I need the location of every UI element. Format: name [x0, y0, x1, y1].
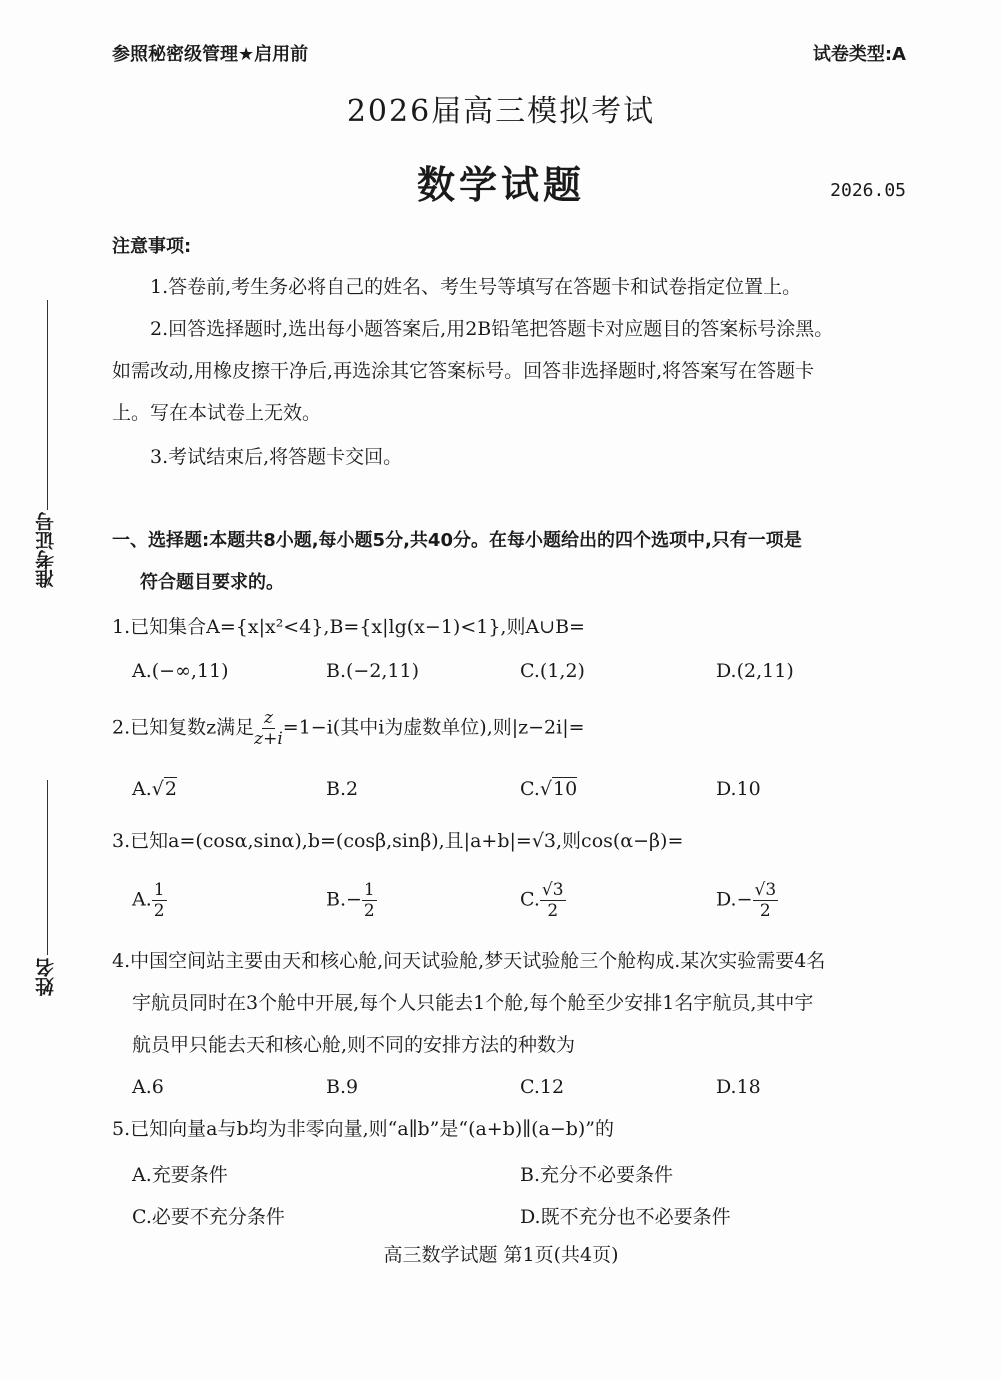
question-2-option-a: A.√2: [132, 778, 177, 800]
name-line: [47, 780, 48, 955]
question-4-line-2: 宇航员同时在3个舱中开展,每个人只能去1个舱,每个舱至少安排1名宇航员,其中宇: [132, 992, 814, 1014]
question-3-stem: 3.已知a=(cosα,sinα),b=(cosβ,sinβ),且|a+b|=√3,则cos(α−β)=: [112, 830, 684, 852]
question-2-stem-pre: 2.已知复数z满足: [112, 716, 255, 739]
question-4-option-a: A.6: [132, 1076, 164, 1098]
question-3-option-a: A. $\frac{1}{2}$: [132, 880, 165, 921]
question-2-frac-den: z+i: [254, 729, 283, 749]
ticket-number-line: [47, 300, 48, 510]
question-2-option-d: D.10: [716, 778, 761, 800]
question-5-option-c: C.必要不充分条件: [132, 1206, 285, 1228]
question-4-line-1: 4.中国空间站主要由天和核心舱,问天试验舱,梦天试验舱三个舱构成.某次实验需要4名: [112, 950, 826, 972]
question-3-option-d: D.− $\frac{√3}{2}$: [716, 880, 777, 921]
question-2-stem: [112, 708, 585, 749]
question-5-option-d: D.既不充分也不必要条件: [520, 1206, 731, 1228]
question-3-option-c: C. $\frac{√3}{2}$: [520, 880, 564, 921]
note-item-2-line-2: 如需改动,用橡皮擦干净后,再选涂其它答案标号。回答非选择题时,将答案写在答题卡: [112, 360, 815, 382]
ticket-number-label: 准考证号: [35, 512, 57, 588]
name-label: 姓名: [35, 958, 57, 996]
section1-heading-line-2: 符合题目要求的。: [140, 572, 284, 593]
question-2-frac-num: z: [263, 708, 273, 728]
question-2-stem-post: =1−i(其中i为虚数单位),则|z−2i|=: [282, 716, 585, 739]
question-5-stem: 5.已知向量a与b均为非零向量,则“a∥b”是“(a+b)∥(a−b)”的: [112, 1118, 615, 1140]
note-item-1: 1.答卷前,考生务必将自己的姓名、考生号等填写在答题卡和试卷指定位置上。: [150, 276, 802, 298]
paper-type-label: 试卷类型:A: [812, 44, 906, 65]
question-1-option-a: A.(−∞,11): [132, 660, 229, 682]
page-footer: 高三数学试题 第1页(共4页): [383, 1244, 619, 1266]
section1-heading-line-1: 一、选择题:本题共8小题,每小题5分,共40分。在每小题给出的四个选项中,只有一项是: [112, 530, 802, 551]
subject-title: 数学试题: [416, 163, 585, 207]
exam-title: 2026届高三模拟考试: [346, 94, 656, 129]
question-1-option-c: C.(1,2): [520, 660, 585, 682]
question-4-option-c: C.12: [520, 1076, 565, 1098]
question-4-option-b: B.9: [326, 1076, 359, 1098]
confidential-label: 参照秘密级管理★启用前: [112, 44, 309, 65]
question-3-option-b: B.− $\frac{1}{2}$: [326, 880, 375, 921]
question-4-option-d: D.18: [716, 1076, 761, 1098]
question-1-option-d: D.(2,11): [716, 660, 794, 682]
question-4-line-3: 航员甲只能去天和核心舱,则不同的安排方法的种数为: [132, 1034, 576, 1056]
question-2-option-c: C.√10: [520, 778, 578, 800]
question-1-stem: 1.已知集合A={x|x²<4},B={x|lg(x−1)<1},则A∪B=: [112, 616, 585, 638]
question-1-option-b: B.(−2,11): [326, 660, 420, 682]
question-5-option-b: B.充分不必要条件: [520, 1164, 674, 1186]
note-item-2-line-3: 上。写在本试卷上无效。: [112, 402, 322, 424]
note-item-3: 3.考试结束后,将答题卡交回。: [150, 446, 403, 468]
question-2-option-b: B.2: [326, 778, 359, 800]
note-item-2-line-1: 2.回答选择题时,选出每小题答案后,用2B铅笔把答题卡对应题目的答案标号涂黑。: [150, 318, 834, 340]
question-5-option-a: A.充要条件: [132, 1164, 228, 1186]
exam-date: 2026.05: [830, 180, 906, 201]
question-2-fraction: [254, 708, 283, 749]
notes-heading: 注意事项:: [112, 236, 192, 257]
